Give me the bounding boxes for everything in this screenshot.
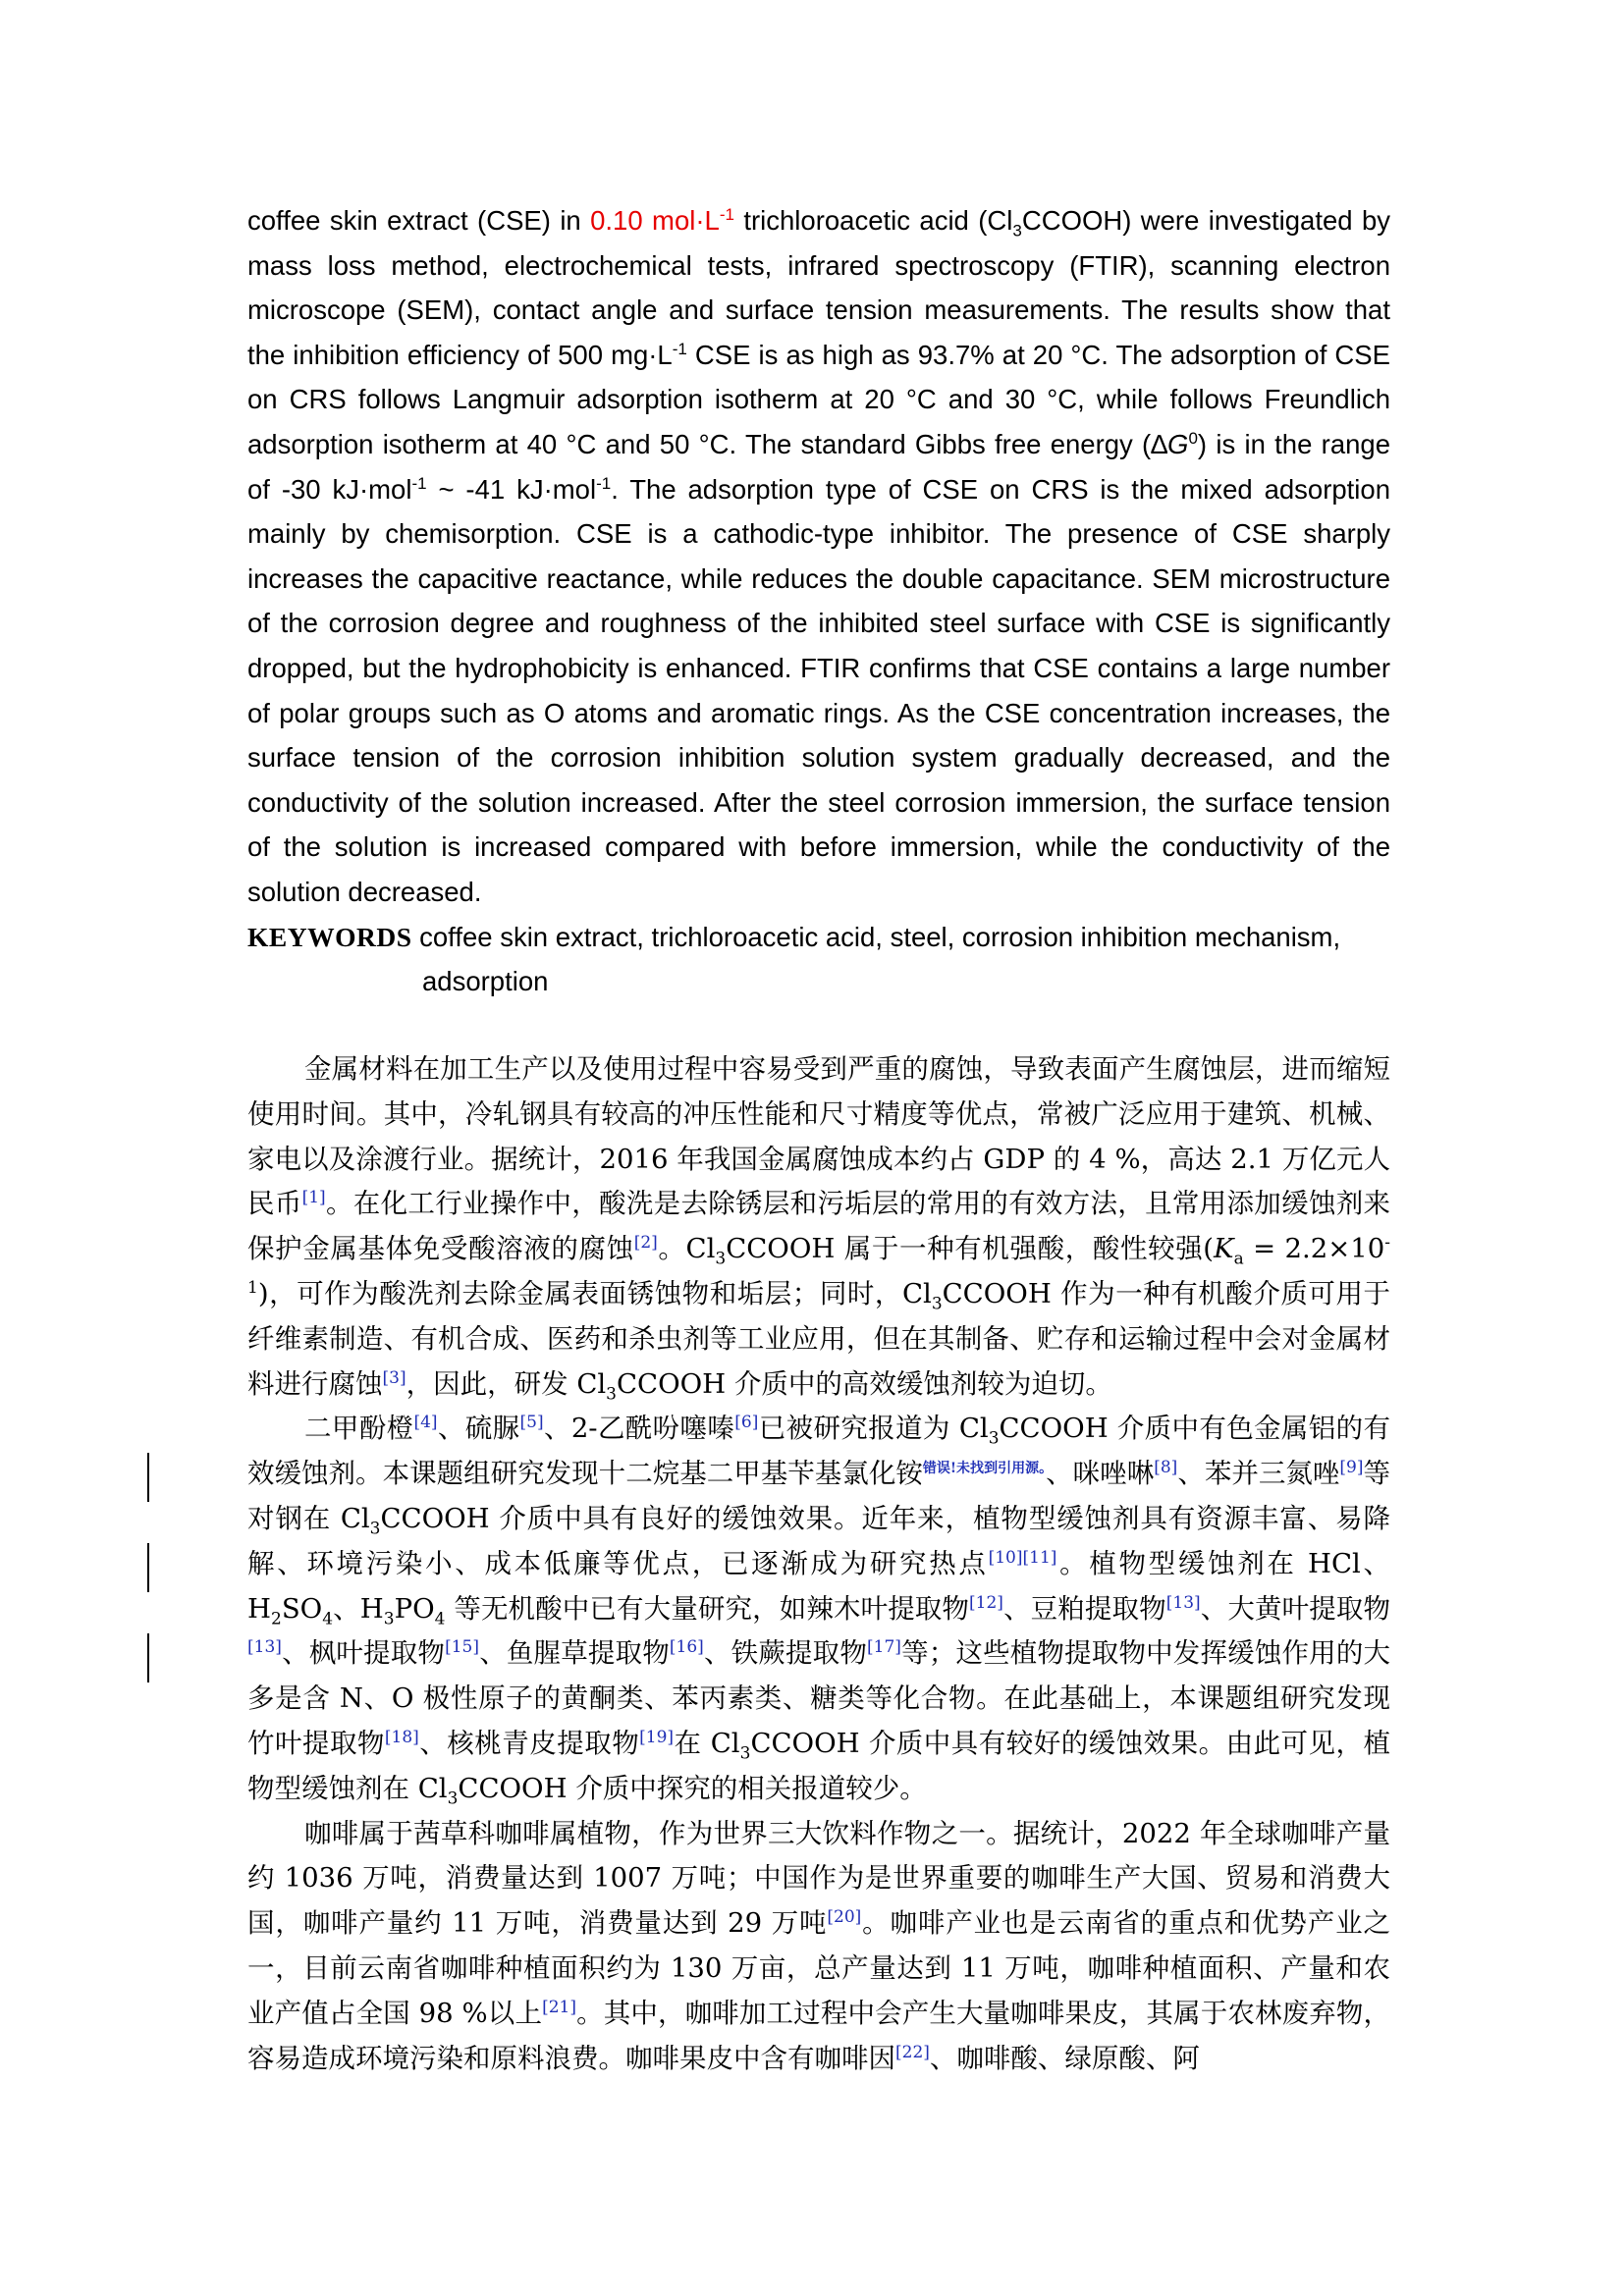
citation[interactable]: [13] bbox=[1165, 1592, 1201, 1613]
citation[interactable]: [2] bbox=[633, 1233, 658, 1254]
citation[interactable]: [12] bbox=[969, 1592, 1003, 1613]
citation[interactable]: [1] bbox=[301, 1188, 326, 1208]
text-run: trichloroacetic acid (Cl bbox=[733, 205, 1013, 236]
revision-bar bbox=[147, 1453, 149, 1502]
body-paragraph-3: 咖啡属于茜草科咖啡属植物，作为世界三大饮料作物之一。据统计，2022 年全球咖啡产量约 1036 万吨，消费量达到 1007 万吨；中国作为是世界重要的咖啡生产大国、贸易和消费大国，咖啡产量约 11 万吨，消费量达到 29 万吨[20]。咖啡产业也是云南省的重点和优势产业之一，目前云南省咖啡种植面积约为 130 万亩，总产量达到 11 万吨，咖啡种植面积、产量和农业产值占全国 98 %以上[21]。其中，咖啡加工过程中会产生大量咖啡果皮，其属于农林废弃物，容易造成环境污染和原料浪费。咖啡果皮中含有咖啡因[22]、咖啡酸、绿原酸、阿 bbox=[247, 1817, 1390, 2074]
citation[interactable]: [6] bbox=[734, 1413, 759, 1433]
superscript: -1 bbox=[411, 473, 427, 493]
citation[interactable]: [19] bbox=[639, 1727, 675, 1747]
citation[interactable]: [22] bbox=[895, 2042, 930, 2062]
citation[interactable]: [8] bbox=[1154, 1458, 1178, 1478]
superscript: -1 bbox=[672, 339, 687, 358]
italic-symbol: G bbox=[1167, 428, 1189, 459]
text-run: . The adsorption type of CSE on CRS is the mixed adsorption mainly by chemisorption. CSE is a cathodic-type inhibitor. The presence of CSE sharply increases the capacitive reactance, while reduces the double capacitance. SEM microstructure of the corrosion degree and roughness of the inhibited steel surface with CSE is significantly dropped, but the hydrophobicity is enhanced. FTIR confirms that CSE contains a large number of polar groups such as O atoms and aromatic rings. As the CSE concentration increases, the surface tension of the corrosion inhibition solution system gradually decreased, and the conductivity of the solution increased. After the steel corrosion immersion, the surface tension of the solution is increased compared with before immersion, while the conductivity of the solution decreased. bbox=[247, 473, 1390, 907]
citation[interactable]: [17] bbox=[867, 1637, 901, 1658]
citation[interactable]: [18] bbox=[384, 1727, 419, 1747]
text-run: ) is in the range of -30 kJ·mol bbox=[247, 428, 1391, 505]
text-run: ~ -41 kJ·mol bbox=[426, 473, 597, 505]
highlighted-concentration: 0.10 $mol\cdot L^{-1}$ bbox=[590, 204, 734, 236]
text-run: CCOOH) were investigated by mass loss method, electrochemical tests, infrared spectroscopy (FTIR), scanning electron microscope (SEM), contact angle and surface tension measurements. The results show that the inhibition efficiency of 500 mg·L bbox=[247, 205, 1390, 370]
citation[interactable]: [9] bbox=[1339, 1458, 1364, 1478]
text-run: coffee skin extract (CSE) in bbox=[247, 205, 591, 236]
superscript: -1 bbox=[596, 473, 612, 493]
citation[interactable]: [16] bbox=[669, 1637, 704, 1658]
text-run: CSE is as high as 93.7% at 20 °C. The adsorption of CSE on CRS follows Langmuir adsorption isotherm at 20 °C and 30 °C, while follows Freundlich adsorption isotherm at 40 °C and 50 °C. The standard Gibbs free energy (∆ bbox=[247, 339, 1390, 459]
keywords-text: coffee skin extract, trichloroacetic acid, steel, corrosion inhibition mechanism, bbox=[411, 922, 1341, 952]
citation[interactable]: [4] bbox=[413, 1413, 438, 1433]
citation[interactable]: [3] bbox=[382, 1367, 406, 1388]
keywords-line bbox=[247, 915, 1406, 960]
citation[interactable]: [10][11] bbox=[988, 1547, 1057, 1568]
body-chinese bbox=[247, 1047, 1390, 2081]
citation[interactable]: [5] bbox=[519, 1413, 544, 1433]
body-paragraph-1: 金属材料在加工生产以及使用过程中容易受到严重的腐蚀，导致表面产生腐蚀层，进而缩短使用时间。其中，冷轧钢具有较高的冲压性能和尺寸精度等优点，常被广泛应用于建筑、机械、家电以及涂渡行业。据统计，2016 年我国金属腐蚀成本约占 GDP 的 4 %，高达 2.1 万亿元人民币[1]。在化工行业操作中，酸洗是去除锈层和污垢层的常用的有效方法，且常用添加缓蚀剂来保护金属基体免受酸溶液的腐蚀[2]。$Cl_3CCOOH$ 属于一种有机强酸，酸性较强$(K_a = 2.2\times 10^{-1})$，可作为酸洗剂去除金属表面锈蚀物和垢层；同时，$Cl_3CCOOH$ 作为一种有机酸介质可用于纤维素制造、有机合成、医药和杀虫剂等工业应用，但在其制备、贮存和运输过程中会对金属材料进行腐蚀[3]，因此，研发 $Cl_3CCOOH$ 介质中的高效缓蚀剂较为迫切。 bbox=[247, 1053, 1391, 1405]
keywords-label: KEYWORDS bbox=[247, 922, 412, 952]
broken-reference-error[interactable]: 错误!未找到引用源。 bbox=[922, 1461, 1047, 1477]
citation[interactable]: [13] bbox=[247, 1637, 282, 1658]
citation[interactable]: [20] bbox=[827, 1906, 862, 1927]
citation[interactable]: [15] bbox=[445, 1637, 480, 1658]
body-paragraph-2: 二甲酚橙[4]、硫脲[5]、2-乙酰吩噻嗪[6]已被研究报道为 $Cl_3CCOOH$ 介质中有色金属铝的有效缓蚀剂。本课题组研究发现十二烷基二甲基苄基氯化铵$^{错误!未找到引用源。}$、咪唑啉[8]、苯并三氮唑[9]等对钢在 $Cl_3CCOOH$ 介质中具有良好的缓蚀效果。近年来，植物型缓蚀剂具有资源丰富、易降解、环境污染小、成本低廉等优点，已逐渐成为研究热点[10][11]。植物型缓蚀剂在 HCl、$H_2SO_4$、$H_3PO_4$ 等无机酸中已有大量研究，如辣木叶提取物[12]、豆粕提取物[13]、大黄叶提取物[13]、枫叶提取物[15]、鱼腥草提取物[16]、铁蕨提取物[17]等；这些植物提取物中发挥缓蚀作用的大多是含 N、O 极性原子的黄酮类、苯丙素类、糖类等化合物。在此基础上，本课题组研究发现竹叶提取物[18]、核桃青皮提取物[19]在 $Cl_3CCOOH$ 介质中具有较好的缓蚀效果。由此可见，植物型缓蚀剂在 $Cl_3CCOOH$ 介质中探究的相关报道较少。 bbox=[247, 1413, 1391, 1809]
abstract-paragraph bbox=[247, 198, 1390, 915]
subscript: 3 bbox=[1012, 221, 1022, 240]
abstract-english bbox=[247, 198, 1390, 915]
citation[interactable]: [21] bbox=[542, 1997, 576, 2017]
keywords-continuation: adsorption bbox=[422, 966, 549, 996]
revision-bar bbox=[147, 1543, 149, 1592]
revision-bar bbox=[147, 1633, 149, 1682]
superscript: 0 bbox=[1188, 428, 1198, 448]
